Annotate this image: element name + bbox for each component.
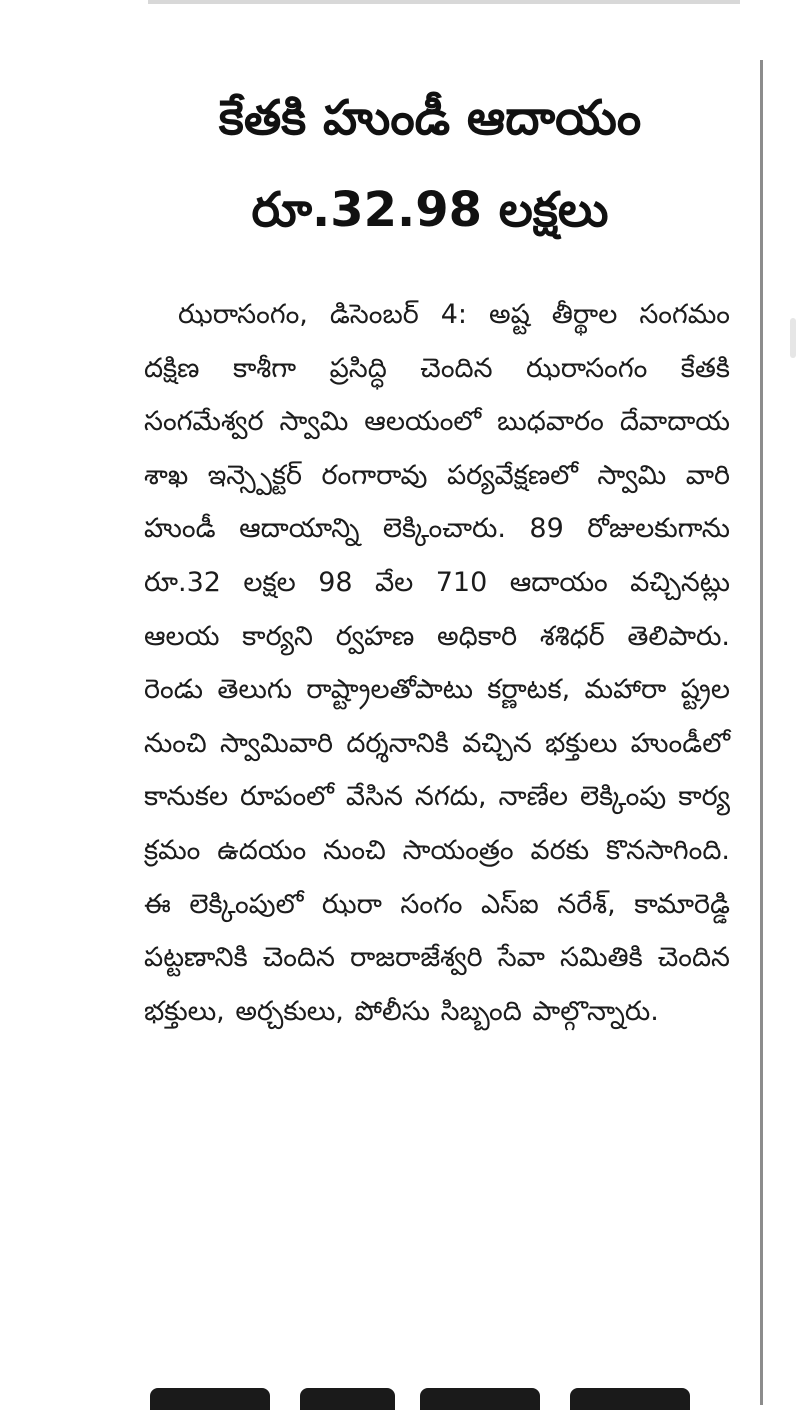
adjacent-column-edge bbox=[790, 318, 796, 358]
news-article bbox=[130, 70, 730, 1038]
headline-line-1: కేతకి హుండీ ఆదాయం bbox=[218, 90, 642, 146]
column-divider bbox=[760, 60, 763, 1405]
headline-line-2: రూ.32.98 లక్షలు bbox=[251, 182, 609, 238]
next-article-headline-cutoff bbox=[150, 1378, 710, 1418]
top-rule bbox=[148, 0, 740, 4]
article-body: ఝరాసంగం, డిసెంబర్ 4: అష్ట తీర్థాల సంగమం దక్షిణ కాశీగా ప్రసిద్ధి చెందిన ఝరాసంగం కేతకి సంగమేశ్వర స్వామి ఆలయంలో బుధవారం దేవాదాయ శాఖ ఇన్స్పెక్టర్ రంగారావు పర్యవేక్షణలో స్వామి వారి హుండీ ఆదాయాన్ని లెక్కించారు. 89 రోజులకుగాను రూ.32 లక్షల 98 వేల 710 ఆదాయం వచ్చినట్లు ఆలయ కార్యని ర్వహణ అధికారి శశిధర్ తెలిపారు. రెండు తెలుగు రాష్ట్రాలతోపాటు కర్ణాటక, మహారా ష్ట్రల నుంచి స్వామివారి దర్శనానికి వచ్చిన భక్తులు హుండీలో కానుకల రూపంలో వేసిన నగదు, నాణేల లెక్కింపు కార్య క్రమం ఉదయం నుంచి సాయంత్రం వరకు కొనసాగింది. ఈ లెక్కింపులో ఝరా సంగం ఎస్ఐ నరేశ్, కామారెడ్డి పట్టణానికి చెందిన రాజరాజేశ్వరి సేవా సమితికి చెందిన భక్తులు, అర్చకులు, పోలీసు సిబ్బంది పాల్గొన్నారు. bbox=[144, 299, 730, 1027]
